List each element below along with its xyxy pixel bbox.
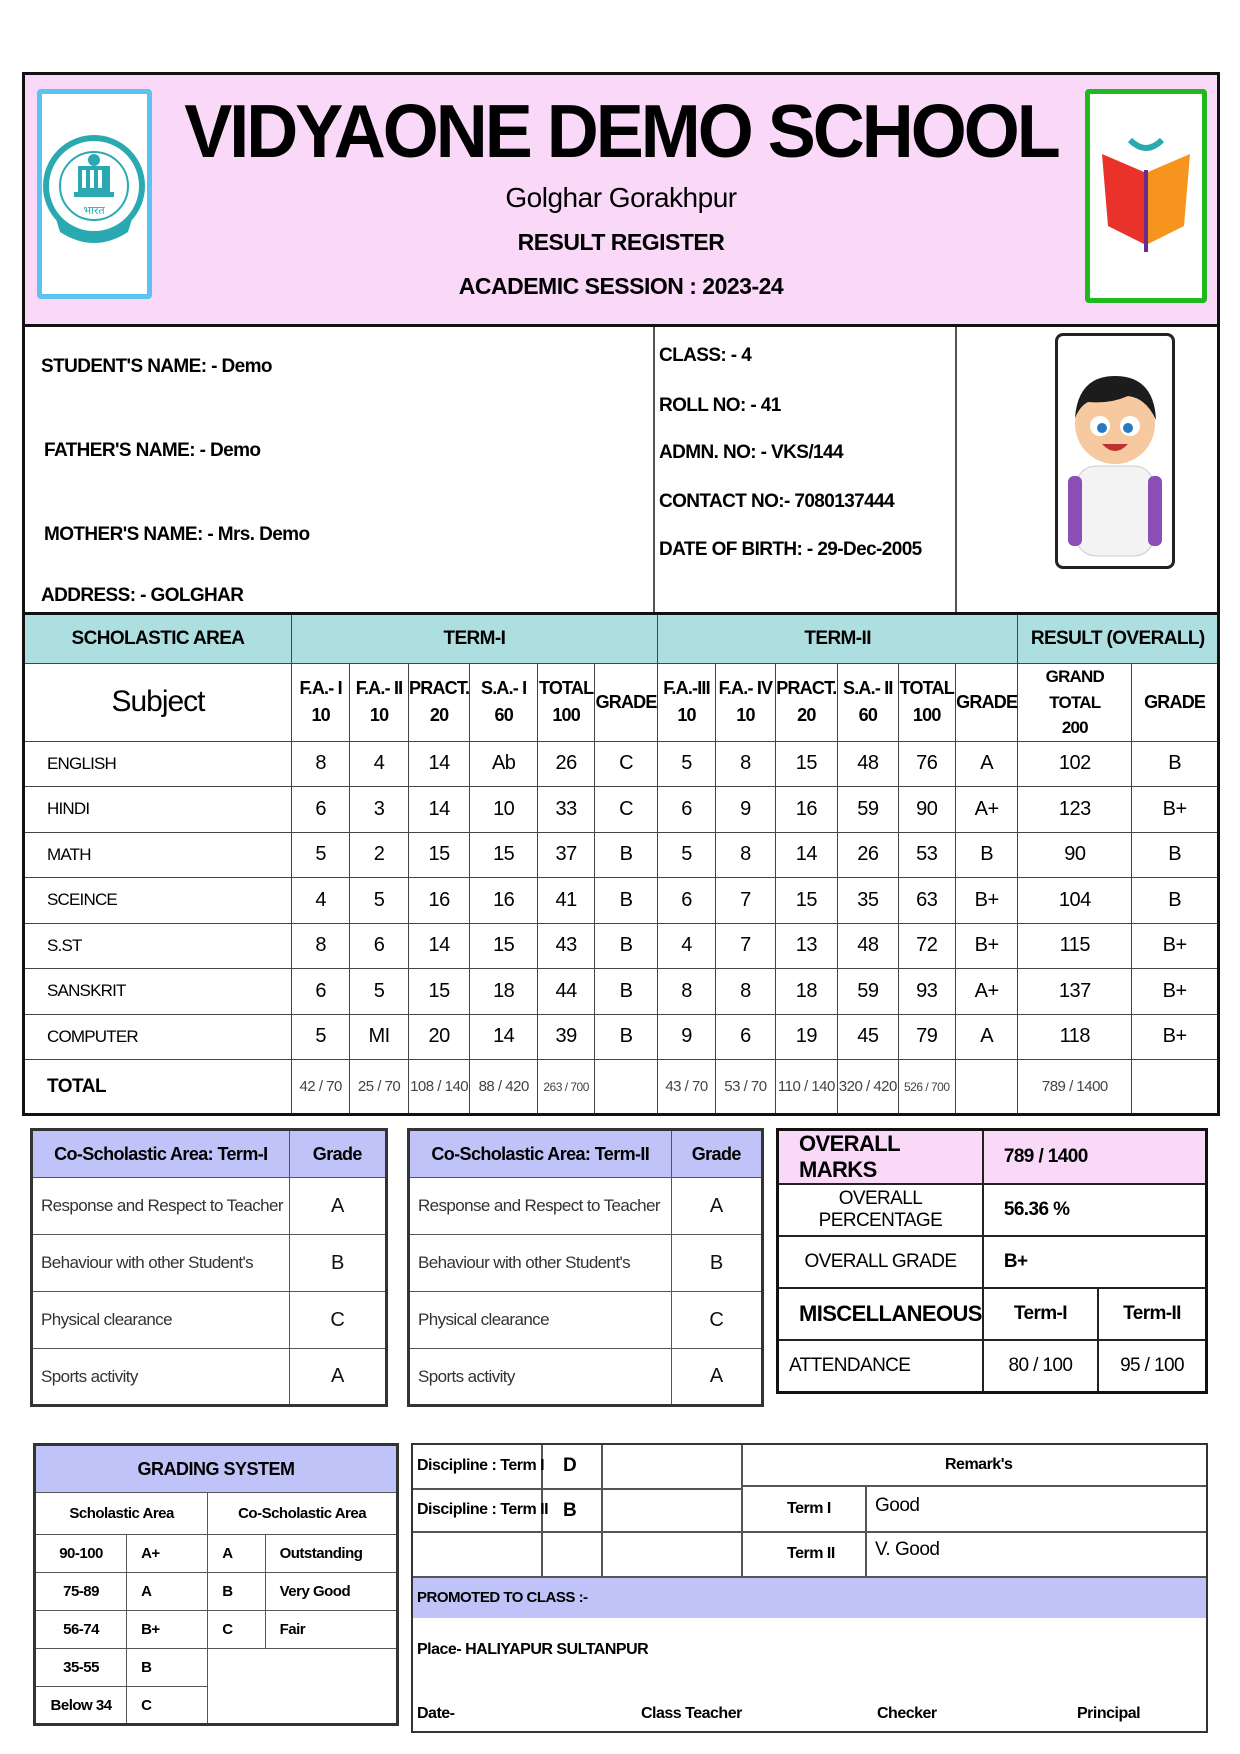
subject-row [24,969,1219,1015]
mark-cell: 39 [537,1014,594,1060]
mark-cell: MI [350,1014,408,1060]
mark-cell: 79 [898,1014,955,1060]
mark-cell: B+ [1132,923,1219,969]
mark-cell: A [955,1014,1017,1060]
student-avatar-icon [1058,336,1172,566]
activity-name: Physical clearance [32,1292,290,1349]
subject-row [24,923,1219,969]
mark-cell: 6 [657,878,715,924]
remarks-term1-value: Good [875,1495,920,1516]
mark-cell: 6 [716,1014,775,1060]
subject-row [24,832,1219,878]
activity-grade: B [671,1235,762,1292]
mark-cell: 3 [350,787,408,833]
mark-cell: 13 [775,923,837,969]
overall-percentage-value: 56.36 % [983,1184,1207,1236]
mark-cell: 59 [838,969,898,1015]
grade-range: 75-89 [35,1573,127,1611]
mark-cell: 2 [350,832,408,878]
mark-cell: 6 [350,923,408,969]
miscellaneous-label: MISCELLANEOUS [778,1288,983,1340]
mark-cell: 7 [716,878,775,924]
mark-cell: 5 [350,878,408,924]
discipline-term2-label: Discipline : Term II [417,1501,549,1518]
column-header [470,664,537,742]
mark-cell: A+ [955,787,1017,833]
mark-cell: 48 [838,923,898,969]
column-name: GRAND TOTAL [1045,667,1104,712]
mark-cell: 14 [775,832,837,878]
grading-system-table [33,1443,399,1726]
mark-cell: 7 [716,923,775,969]
coscholastic-term1-table [30,1128,388,1407]
mark-cell: 26 [537,741,594,787]
coscholastic-row [409,1178,763,1235]
overall-grade-value: B+ [983,1236,1207,1288]
total-label: TOTAL [24,1060,292,1115]
attendance-label: ATTENDANCE [778,1340,983,1392]
scholastic-grade: A [127,1573,208,1611]
principal-signature: Principal [1077,1705,1141,1722]
mark-cell: B [595,832,657,878]
result-header: RESULT (OVERALL) [1018,614,1219,664]
activity-grade: A [289,1349,386,1406]
column-name: F.A.- IV [718,678,773,699]
promoted-bar [413,1578,1206,1618]
coscholastic-term2-title: Co-Scholastic Area: Term-II [409,1130,672,1178]
discipline-remarks-block [411,1443,1208,1733]
subject-name: ENGLISH [24,741,292,787]
mark-cell: A [955,741,1017,787]
mark-cell: 44 [537,969,594,1015]
mark-cell: 8 [291,741,349,787]
term2-header: TERM-II [657,614,1018,664]
subject-name: HINDI [24,787,292,833]
activity-name: Physical clearance [409,1292,672,1349]
student-name: STUDENT'S NAME: - Demo [41,356,272,377]
grading-system-title: GRADING SYSTEM [35,1445,398,1493]
scholastic-area-label: Scholastic Area [35,1493,208,1535]
subject-row [24,787,1219,833]
activity-grade: A [671,1349,762,1406]
total-cell: 42 / 70 [291,1060,349,1115]
column-max: 10 [677,705,696,726]
mark-cell: 137 [1018,969,1132,1015]
mark-cell: 8 [716,741,775,787]
mark-cell: 33 [537,787,594,833]
column-max: 100 [912,705,941,726]
scholastic-grade: B+ [127,1611,208,1649]
column-max: 60 [858,705,878,726]
discipline-term2-grade: B [563,1500,577,1521]
promoted-to-class: PROMOTED TO CLASS :- [417,1589,588,1606]
mark-cell: 15 [408,832,470,878]
activity-name: Behaviour with other Student's [409,1235,672,1292]
mark-cell: 53 [898,832,955,878]
scholastic-grade: A+ [127,1535,208,1573]
mark-cell: B [595,1014,657,1060]
column-name: TOTAL [899,678,954,699]
column-header [955,664,1017,742]
mark-cell: 115 [1018,923,1132,969]
column-max: 10 [311,705,330,726]
mark-cell: 41 [537,878,594,924]
overall-result-table [776,1128,1208,1394]
subject-name: SANSKRIT [24,969,292,1015]
column-name: F.A.- I [299,678,342,699]
subject-row [24,1014,1219,1060]
column-max: 200 [1061,718,1088,737]
mark-cell: 19 [775,1014,837,1060]
mark-cell: 4 [657,923,715,969]
father-name: FATHER'S NAME: - Demo [44,440,261,461]
mark-cell: B [595,878,657,924]
discipline-term1-grade: D [563,1455,577,1476]
activity-name: Behaviour with other Student's [32,1235,290,1292]
total-cell: 789 / 1400 [1018,1060,1132,1115]
misc-term1-header: Term-I [983,1288,1098,1340]
mark-cell: 8 [657,969,715,1015]
mark-cell: 37 [537,832,594,878]
activity-grade: B [289,1235,386,1292]
column-name: PRACT. [776,678,837,699]
coscholastic-row [409,1349,763,1406]
column-header [775,664,837,742]
overall-grade-label: OVERALL GRADE [778,1236,983,1288]
mark-cell: B [1132,832,1219,878]
column-name: S.A.- I [480,678,527,699]
column-header [408,664,470,742]
column-max: 100 [552,705,580,726]
grade-range: 90-100 [35,1535,127,1573]
mark-cell: A+ [955,969,1017,1015]
mark-cell: B [595,923,657,969]
mark-cell: 43 [537,923,594,969]
checker-signature: Checker [877,1705,937,1722]
mark-cell: 76 [898,741,955,787]
activity-name: Response and Respect to Teacher [32,1178,290,1235]
mark-cell: C [595,741,657,787]
coscholastic-grade: B [208,1573,265,1611]
mark-cell: 5 [657,832,715,878]
scholastic-grade: B [127,1649,208,1687]
column-name: F.A.-III [663,678,710,699]
coscholastic-term2-table [407,1128,764,1407]
mark-cell: 15 [775,878,837,924]
mark-cell: Ab [470,741,537,787]
remarks-term1-label: Term I [787,1500,831,1517]
mark-cell: 5 [657,741,715,787]
term1-header: TERM-I [291,614,657,664]
empty-cell [208,1649,398,1725]
column-header [838,664,898,742]
mark-cell: 8 [716,969,775,1015]
coscholastic-desc: Very Good [265,1573,397,1611]
mark-cell: 35 [838,878,898,924]
grade-header: Grade [671,1130,762,1178]
mark-cell: 4 [350,741,408,787]
subject-name: COMPUTER [24,1014,292,1060]
column-header [350,664,408,742]
admission-no: ADMN. NO: - VKS/144 [659,442,843,463]
student-photo [1055,333,1175,569]
mark-cell: 26 [838,832,898,878]
column-header [1132,664,1219,742]
activity-name: Sports activity [409,1349,672,1406]
subject-row [24,741,1219,787]
column-header [291,664,349,742]
total-cell [595,1060,657,1115]
place: Place- HALIYAPUR SULTANPUR [417,1641,649,1658]
subject-header: Subject [24,664,292,742]
grade-range: 35-55 [35,1649,127,1687]
mark-cell: 9 [657,1014,715,1060]
mark-cell: 93 [898,969,955,1015]
grade-range: Below 34 [35,1687,127,1725]
student-info [22,327,1220,612]
mark-cell: 16 [470,878,537,924]
column-max: 10 [369,705,389,726]
subject-name: SCEINCE [24,878,292,924]
address: ADDRESS: - GOLGHAR [41,585,244,606]
mark-cell: B+ [1132,1014,1219,1060]
activity-grade: C [289,1292,386,1349]
academic-session: ACADEMIC SESSION : 2023-24 [458,273,784,299]
grading-row [35,1573,398,1611]
total-row [24,1060,1219,1115]
mark-cell: B+ [955,878,1017,924]
column-name: TOTAL [538,678,594,699]
total-cell: 88 / 420 [470,1060,537,1115]
column-header [657,664,715,742]
activity-name: Response and Respect to Teacher [409,1178,672,1235]
column-name: F.A.- II [355,678,403,699]
column-header [537,664,594,742]
class: CLASS: - 4 [659,345,752,366]
marks-table [22,612,1220,1116]
mark-cell: 63 [898,878,955,924]
remarks-title: Remark's [945,1456,1013,1473]
overall-marks-value: 789 / 1400 [983,1130,1207,1185]
total-cell [1132,1060,1219,1115]
attendance-term2: 95 / 100 [1098,1340,1206,1392]
activity-grade: A [671,1178,762,1235]
mark-cell: 20 [408,1014,470,1060]
attendance-term1: 80 / 100 [983,1340,1098,1392]
misc-term2-header: Term-II [1098,1288,1206,1340]
total-cell: 25 / 70 [350,1060,408,1115]
date-of-birth: DATE OF BIRTH: - 29-Dec-2005 [659,539,922,560]
column-name: GRADE [956,691,1018,712]
coscholastic-term1-title: Co-Scholastic Area: Term-I [32,1130,290,1178]
mark-cell: 8 [716,832,775,878]
emblem-text: भारत [83,204,105,217]
mark-cell: 5 [350,969,408,1015]
school-name: VIDYAONE DEMO SCHOOL [184,90,1058,174]
remarks-term2-value: V. Good [875,1539,940,1560]
mark-cell: B+ [1132,969,1219,1015]
mark-cell: 6 [291,969,349,1015]
grade-header: Grade [289,1130,386,1178]
school-header [22,72,1220,327]
mark-cell: C [595,787,657,833]
mark-cell: B [595,969,657,1015]
coscholastic-grade: C [208,1611,265,1649]
total-cell: 263 / 700 [537,1060,594,1115]
mark-cell: 59 [838,787,898,833]
mark-cell: 4 [291,878,349,924]
mark-cell: 14 [408,787,470,833]
mark-cell: 14 [408,923,470,969]
grading-row [35,1535,398,1573]
mark-cell: 15 [408,969,470,1015]
remarks-term2-label: Term II [787,1545,835,1562]
activity-grade: C [671,1292,762,1349]
school-city: Golghar Gorakhpur [505,182,737,213]
date-label: Date- [417,1705,455,1722]
document-title: RESULT REGISTER [517,229,725,255]
subject-row [24,878,1219,924]
total-cell: 53 / 70 [716,1060,775,1115]
mark-cell: 102 [1018,741,1132,787]
mark-cell: 18 [470,969,537,1015]
mark-cell: B+ [1132,787,1219,833]
mark-cell: 5 [291,1014,349,1060]
mark-cell: B [955,832,1017,878]
mark-cell: 15 [470,923,537,969]
coscholastic-row [409,1292,763,1349]
grading-row [35,1649,398,1687]
mark-cell: 72 [898,923,955,969]
coscholastic-area-label: Co-Scholastic Area [208,1493,398,1535]
subject-name: S.ST [24,923,292,969]
mark-cell: 14 [470,1014,537,1060]
roll-no: ROLL NO: - 41 [659,395,781,416]
mother-name: MOTHER'S NAME: - Mrs. Demo [44,524,310,545]
discipline-term1-label: Discipline : Term I [417,1457,545,1474]
column-max: 10 [736,705,755,726]
column-header [1018,664,1132,742]
mark-cell: 45 [838,1014,898,1060]
mark-cell: 10 [470,787,537,833]
coscholastic-desc: Outstanding [265,1535,397,1573]
mark-cell: B+ [955,923,1017,969]
total-cell [955,1060,1017,1115]
mark-cell: 14 [408,741,470,787]
grade-range: 56-74 [35,1611,127,1649]
mark-cell: 16 [775,787,837,833]
coscholastic-row [32,1292,387,1349]
column-name: GRADE [595,691,657,712]
coscholastic-row [32,1178,387,1235]
coscholastic-desc: Fair [265,1611,397,1649]
mark-cell: 16 [408,878,470,924]
mark-cell: 123 [1018,787,1132,833]
total-cell: 526 / 700 [898,1060,955,1115]
mark-cell: B [1132,878,1219,924]
scholastic-grade: C [127,1687,208,1725]
column-max: 20 [797,705,816,726]
class-teacher-signature: Class Teacher [641,1705,742,1722]
mark-cell: 15 [470,832,537,878]
contact-no: CONTACT NO:- 7080137444 [659,491,895,512]
activity-grade: A [289,1178,386,1235]
total-cell: 320 / 420 [838,1060,898,1115]
column-name: GRADE [1144,691,1206,712]
column-header [595,664,657,742]
column-header [898,664,955,742]
mark-cell: 6 [657,787,715,833]
scholastic-area-header: SCHOLASTIC AREA [24,614,292,664]
total-cell: 110 / 140 [775,1060,837,1115]
grading-row [35,1611,398,1649]
mark-cell: 5 [291,832,349,878]
mark-cell: B [1132,741,1219,787]
total-cell: 108 / 140 [408,1060,470,1115]
mark-cell: 118 [1018,1014,1132,1060]
overall-marks-label: OVERALL MARKS [778,1130,983,1185]
coscholastic-row [409,1235,763,1292]
coscholastic-row [32,1349,387,1406]
overall-percentage-label: OVERALL PERCENTAGE [778,1184,983,1236]
column-header [716,664,775,742]
total-cell: 43 / 70 [657,1060,715,1115]
mark-cell: 9 [716,787,775,833]
mark-cell: 18 [775,969,837,1015]
mark-cell: 90 [898,787,955,833]
activity-name: Sports activity [32,1349,290,1406]
column-name: PRACT. [409,678,470,699]
column-name: S.A.- II [843,678,893,699]
mark-cell: 8 [291,923,349,969]
column-max: 20 [429,705,449,726]
mark-cell: 90 [1018,832,1132,878]
coscholastic-row [32,1235,387,1292]
coscholastic-grade: A [208,1535,265,1573]
column-max: 60 [494,705,513,726]
subject-name: MATH [24,832,292,878]
mark-cell: 104 [1018,878,1132,924]
mark-cell: 15 [775,741,837,787]
mark-cell: 48 [838,741,898,787]
mark-cell: 6 [291,787,349,833]
